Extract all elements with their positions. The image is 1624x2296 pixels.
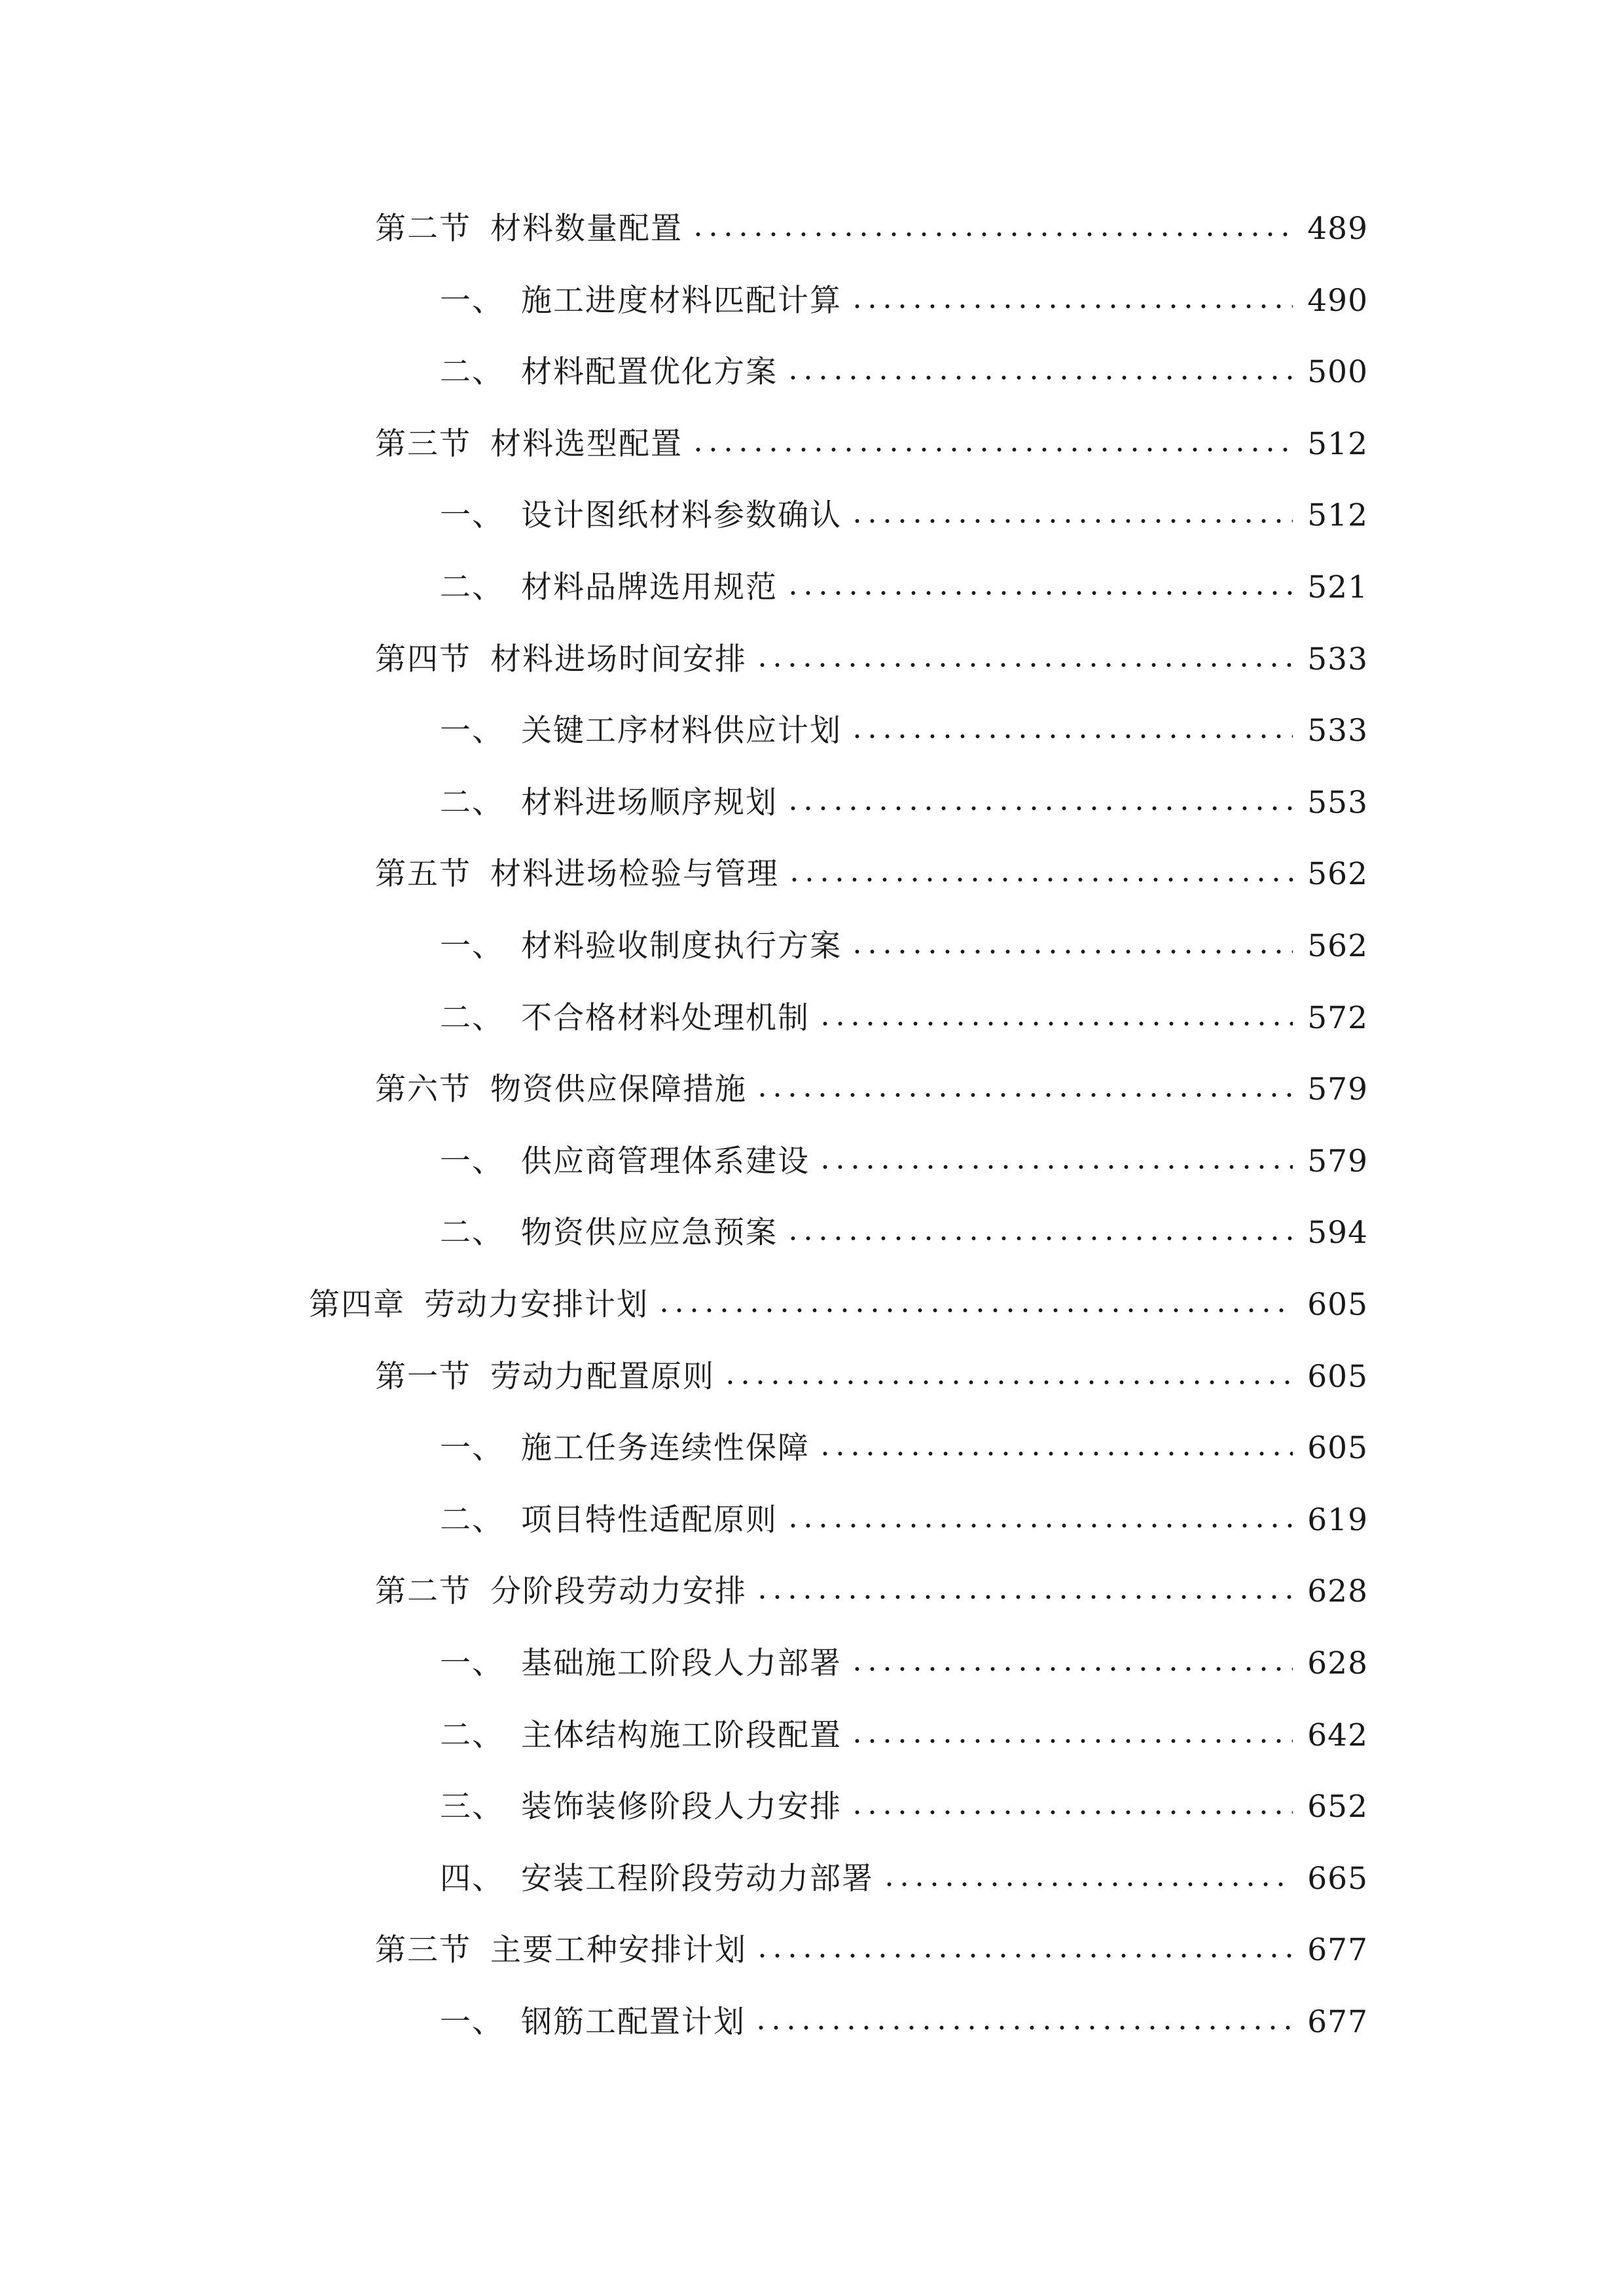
- dot-leader: [755, 662, 1293, 668]
- toc-entry-number: 二、: [440, 1215, 504, 1251]
- toc-entry-chapter[interactable]: [309, 1268, 1368, 1323]
- toc-entry-page-number: 677: [1307, 2004, 1368, 2040]
- toc-entry-page-number: 512: [1307, 426, 1368, 462]
- toc-entry-number: 一、: [440, 928, 504, 964]
- toc-entry-title: 材料配置优化方案: [521, 354, 778, 390]
- toc-entry-page-number: 579: [1307, 1071, 1368, 1107]
- toc-entry-item[interactable]: [440, 766, 1368, 821]
- toc-entry-page-number: 553: [1307, 785, 1368, 821]
- toc-entry-number: 第一节: [375, 1359, 471, 1395]
- toc-entry-section[interactable]: [375, 192, 1368, 247]
- toc-entry-number: 第五节: [375, 856, 471, 892]
- toc-entry-item[interactable]: [440, 1985, 1368, 2040]
- toc-entry-page-number: 562: [1307, 856, 1368, 892]
- toc-entry-title: 施工任务连续性保障: [521, 1430, 810, 1466]
- toc-entry-page-number: 605: [1307, 1359, 1368, 1395]
- toc-entry-page-number: 628: [1307, 1645, 1368, 1681]
- toc-entry-number: 第三节: [375, 1932, 471, 1968]
- toc-entry-title: 设计图纸材料参数确认: [521, 497, 842, 533]
- toc-entry-title: 材料进场顺序规划: [521, 785, 778, 821]
- toc-entry-number: 一、: [440, 1430, 504, 1466]
- toc-entry-page-number: 572: [1307, 1000, 1368, 1036]
- toc-entry-item[interactable]: [440, 1483, 1368, 1538]
- toc-entry-number: 四、: [440, 1861, 504, 1897]
- toc-entry-title: 劳动力安排计划: [424, 1287, 649, 1323]
- dot-leader: [882, 1881, 1293, 1888]
- toc-entry-number: 三、: [440, 1789, 504, 1825]
- toc-entry-number: 二、: [440, 1717, 504, 1753]
- dot-leader: [850, 303, 1293, 310]
- dot-leader: [818, 1450, 1293, 1457]
- toc-entry-section[interactable]: [375, 1052, 1368, 1105]
- dot-leader: [755, 1092, 1293, 1098]
- dot-leader: [657, 1307, 1293, 1314]
- toc-entry-page-number: 594: [1307, 1215, 1368, 1251]
- toc-entry-page-number: 605: [1307, 1287, 1368, 1323]
- toc-entry-number: 第三节: [375, 426, 471, 462]
- toc-entry-title: 安装工程阶段劳动力部署: [521, 1861, 874, 1897]
- dot-leader: [691, 231, 1293, 238]
- toc-entry-section[interactable]: [375, 1340, 1368, 1395]
- toc-entry-number: 一、: [440, 1143, 504, 1179]
- dot-leader: [785, 374, 1293, 381]
- toc-entry-page-number: 512: [1307, 497, 1368, 533]
- toc-entry-number: 二、: [440, 1000, 504, 1036]
- toc-entry-number: 第四节: [375, 641, 471, 677]
- toc-entry-item[interactable]: [440, 1196, 1368, 1251]
- toc-entry-page-number: 489: [1307, 211, 1368, 247]
- toc-entry-page-number: 619: [1307, 1502, 1368, 1538]
- toc-entry-number: 二、: [440, 354, 504, 390]
- toc-entry-number: 一、: [440, 1645, 504, 1681]
- toc-entry-number: 二、: [440, 569, 504, 605]
- toc-entry-number: 第六节: [375, 1071, 471, 1107]
- toc-entry-page-number: 628: [1307, 1573, 1368, 1609]
- toc-entry-title: 项目特性适配原则: [521, 1502, 778, 1538]
- toc-entry-page-number: 665: [1307, 1861, 1368, 1897]
- toc-entry-title: 钢筋工配置计划: [521, 2004, 746, 2040]
- dot-leader: [785, 590, 1293, 596]
- toc-entry-item[interactable]: [440, 1698, 1368, 1751]
- dot-leader: [850, 948, 1293, 955]
- toc-entry-number: 一、: [440, 497, 504, 533]
- dot-leader: [785, 1235, 1293, 1242]
- toc-entry-item[interactable]: [440, 550, 1368, 603]
- toc-entry-title: 物资供应保障措施: [490, 1071, 747, 1107]
- toc-entry-title: 材料进场时间安排: [490, 641, 747, 677]
- toc-entry-item[interactable]: [440, 1124, 1368, 1177]
- toc-entry-number: 一、: [440, 713, 504, 749]
- toc-entry-page-number: 562: [1307, 928, 1368, 964]
- toc-entry-item[interactable]: [440, 335, 1368, 390]
- toc-entry-item[interactable]: [440, 981, 1368, 1036]
- toc-entry-title: 主体结构施工阶段配置: [521, 1717, 842, 1753]
- toc-entry-item[interactable]: [440, 264, 1368, 319]
- toc-entry-title: 不合格材料处理机制: [521, 1000, 810, 1036]
- dot-leader: [850, 1809, 1293, 1816]
- dot-leader: [755, 1594, 1293, 1600]
- toc-entry-title: 分阶段劳动力安排: [490, 1573, 747, 1609]
- toc-entry-number: 一、: [440, 2004, 504, 2040]
- dot-leader: [818, 1020, 1293, 1027]
- toc-entry-item[interactable]: [440, 1770, 1368, 1825]
- toc-entry-title: 材料进场检验与管理: [490, 856, 779, 892]
- dot-leader: [785, 1522, 1293, 1529]
- dot-leader: [753, 2024, 1293, 2031]
- toc-entry-title: 施工进度材料匹配计算: [521, 283, 842, 319]
- dot-leader: [818, 1164, 1293, 1170]
- toc-entry-title: 材料品牌选用规范: [521, 569, 778, 605]
- dot-leader: [691, 446, 1293, 453]
- dot-leader: [850, 1666, 1293, 1672]
- toc-entry-title: 装饰装修阶段人力安排: [521, 1789, 842, 1825]
- toc-entry-title: 劳动力配置原则: [490, 1359, 715, 1395]
- toc-entry-item[interactable]: [440, 1411, 1368, 1466]
- toc-entry-item[interactable]: [440, 1842, 1368, 1897]
- dot-leader: [850, 1738, 1293, 1744]
- toc-entry-section[interactable]: [375, 622, 1368, 675]
- toc-entry-number: 第二节: [375, 1573, 471, 1609]
- toc-entry-page-number: 500: [1307, 354, 1368, 390]
- toc-entry-section[interactable]: [375, 1554, 1368, 1607]
- toc-entry-page-number: 521: [1307, 569, 1368, 605]
- toc-entry-number: 二、: [440, 785, 504, 821]
- toc-entry-title: 材料选型配置: [490, 426, 683, 462]
- toc-entry-page-number: 533: [1307, 713, 1368, 749]
- toc-entry-section[interactable]: [375, 407, 1368, 462]
- toc-entry-title: 主要工种安排计划: [490, 1932, 747, 1968]
- dot-leader: [755, 1952, 1293, 1959]
- toc-entry-page-number: 533: [1307, 641, 1368, 677]
- toc-entry-item[interactable]: [440, 694, 1368, 749]
- toc-entry-number: 第二节: [375, 211, 471, 247]
- dot-leader: [723, 1379, 1293, 1386]
- toc-entry-title: 材料数量配置: [490, 211, 683, 247]
- dot-leader: [850, 518, 1293, 524]
- dot-leader: [787, 876, 1293, 883]
- toc-entry-title: 基础施工阶段人力部署: [521, 1645, 842, 1681]
- toc-entry-page-number: 642: [1307, 1717, 1368, 1753]
- toc-entry-title: 关键工序材料供应计划: [521, 713, 842, 749]
- toc-entry-page-number: 605: [1307, 1430, 1368, 1466]
- toc-entry-number: 二、: [440, 1502, 504, 1538]
- toc-entry-page-number: 490: [1307, 283, 1368, 319]
- toc-entry-number: 第四章: [309, 1287, 405, 1323]
- dot-leader: [850, 733, 1293, 740]
- toc-entry-item[interactable]: [440, 1626, 1368, 1679]
- toc-entry-item[interactable]: [440, 909, 1368, 964]
- toc-entry-page-number: 677: [1307, 1932, 1368, 1968]
- toc-entry-title: 供应商管理体系建设: [521, 1143, 810, 1179]
- dot-leader: [785, 805, 1293, 812]
- toc-entry-section[interactable]: [375, 837, 1368, 892]
- toc-entry-page-number: 579: [1307, 1143, 1368, 1179]
- toc-entry-title: 材料验收制度执行方案: [521, 928, 842, 964]
- toc-entry-page-number: 652: [1307, 1789, 1368, 1825]
- toc-entry-title: 物资供应应急预案: [521, 1215, 778, 1251]
- toc-entry-item[interactable]: [440, 478, 1368, 531]
- toc-entry-number: 一、: [440, 283, 504, 319]
- toc-entry-section[interactable]: [375, 1913, 1368, 1968]
